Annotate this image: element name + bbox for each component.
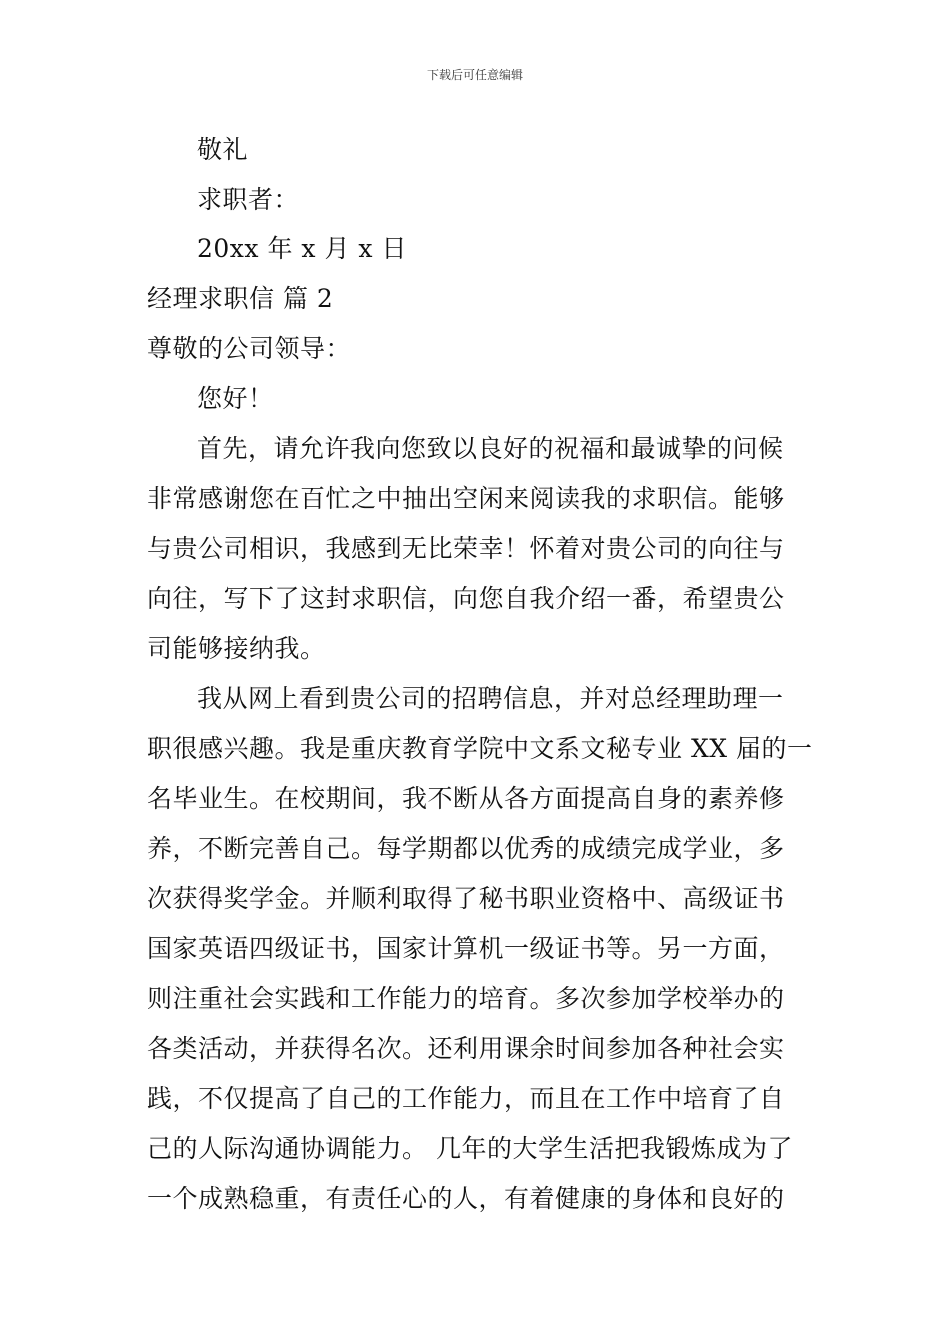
salutation: 尊敬的公司领导： xyxy=(147,334,352,363)
body-line: 践，不仅提高了自己的工作能力，而且在工作中培育了自 xyxy=(147,1084,785,1113)
body-line: 名毕业生。在校期间，我不断从各方面提高自身的素养修 xyxy=(147,784,785,813)
closing: 敬礼 xyxy=(197,135,249,164)
date: 20xx 年 x 月 x 日 xyxy=(197,234,407,263)
body-line: 与贵公司相识，我感到无比荣幸！怀着对贵公司的向往与 xyxy=(147,534,785,563)
section-title: 经理求职信 篇 2 xyxy=(147,284,334,313)
body-line: 己的人际沟通协调能力。 几年的大学生活把我锻炼成为了 xyxy=(147,1134,793,1163)
body-line: 各类活动，并获得名次。还利用课余时间参加各种社会实 xyxy=(147,1034,785,1063)
body-line: 向往，写下了这封求职信，向您自我介绍一番，希望贵公 xyxy=(147,584,785,613)
body-line: 则注重社会实践和工作能力的培育。多次参加学校举办的 xyxy=(147,984,785,1013)
body-line: 我从网上看到贵公司的招聘信息，并对总经理助理一 xyxy=(197,684,784,713)
applicant-label: 求职者： xyxy=(197,185,300,214)
body-line: 养，不断完善自己。每学期都以优秀的成绩完成学业，多 xyxy=(147,834,785,863)
body-line: 职很感兴趣。我是重庆教育学院中文系文秘专业 XX 届的一 xyxy=(147,734,813,763)
body-line: 次获得奖学金。并顺利取得了秘书职业资格中、高级证书 xyxy=(147,884,785,913)
page-header: 下载后可任意编辑 xyxy=(426,68,523,82)
greeting: 您好！ xyxy=(197,384,274,413)
body-line: 首先，请允许我向您致以良好的祝福和最诚挚的问候 xyxy=(197,434,784,463)
body-line: 国家英语四级证书，国家计算机一级证书等。另一方面， xyxy=(147,934,785,963)
body-line: 一个成熟稳重，有责任心的人，有着健康的身体和良好的 xyxy=(147,1184,785,1213)
body-line: 司能够接纳我。 xyxy=(147,634,326,663)
body-line: 非常感谢您在百忙之中抽出空闲来阅读我的求职信。能够 xyxy=(147,484,785,513)
